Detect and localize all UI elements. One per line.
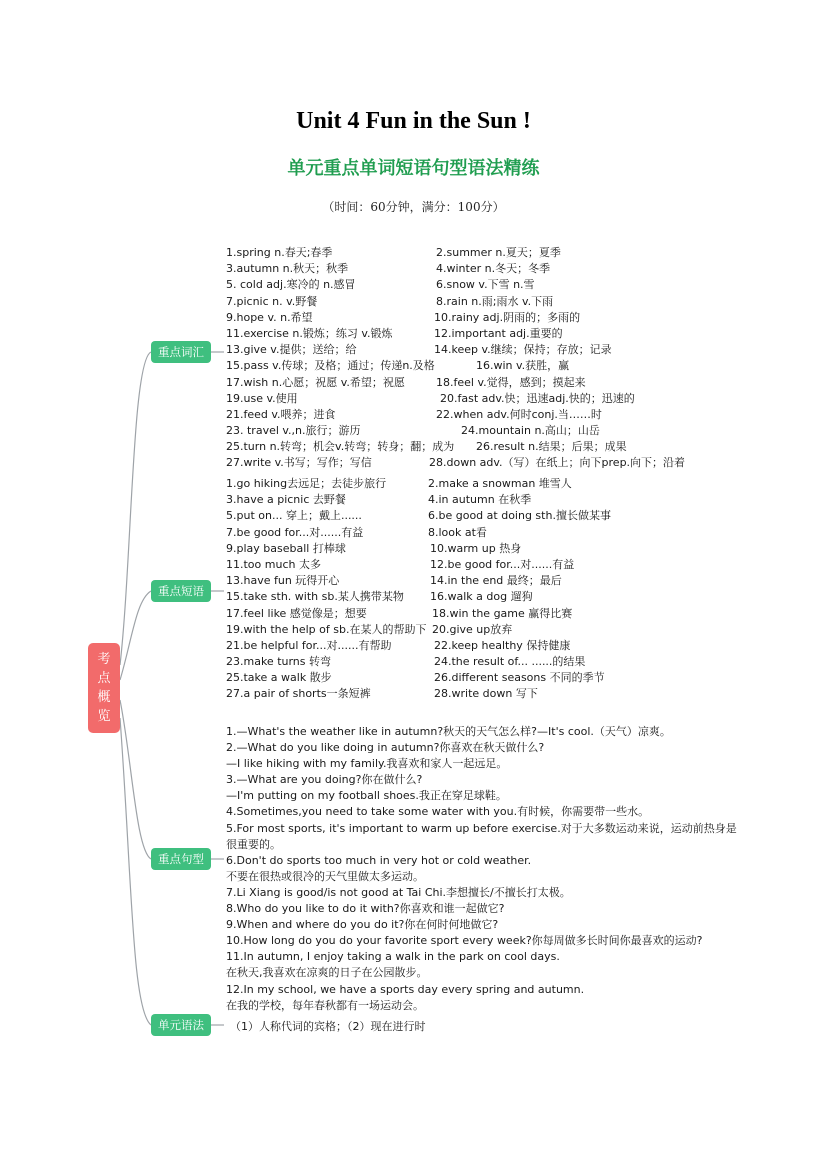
- list-item: 19.with the help of sb.在某人的帮助下: [226, 622, 427, 636]
- sentence-line: —I'm putting on my football shoes.我正在穿足球鞋。: [226, 789, 507, 803]
- list-item: 27.a pair of shorts一条短裤: [226, 687, 371, 701]
- list-item: 16.win v.获胜，赢: [476, 359, 570, 373]
- list-item: 19.use v.使用: [226, 391, 298, 405]
- sentence-line: 很重要的。: [226, 837, 281, 851]
- list-item: 12.be good for...对......有益: [430, 557, 575, 571]
- list-item: 13.give v.提供；送给；给: [226, 343, 357, 357]
- list-item: 18.feel v.觉得，感到；摸起来: [436, 375, 586, 389]
- list-item: 25.take a walk 散步: [226, 671, 332, 685]
- list-item: 24.mountain n.高山；山岳: [461, 424, 600, 438]
- document-subtitle: 单元重点单词短语句型语法精练: [287, 158, 540, 179]
- list-item: 10.warm up 热身: [430, 541, 522, 555]
- list-item: 2.summer n.夏天；夏季: [436, 246, 561, 259]
- list-item: 3.autumn n.秋天；秋季: [226, 262, 349, 276]
- list-item: 23. travel v.,n.旅行；游历: [226, 424, 361, 438]
- sentence-list: [226, 724, 737, 1014]
- list-item: 7.picnic n. v.野餐: [226, 294, 318, 308]
- list-item: 27.write v.书写；写作；写信: [226, 456, 372, 470]
- list-item: 9.hope v. n.希望: [226, 310, 313, 324]
- time-note: （时间：60分钟，满分：100分）: [322, 200, 505, 214]
- list-item: 20.fast adv.快；迅速adj.快的；迅速的: [440, 391, 635, 405]
- center-char: 点: [97, 671, 111, 686]
- list-item: 22.keep healthy 保持健康: [434, 638, 571, 652]
- list-item: 17.feel like 感觉像是；想要: [226, 606, 367, 620]
- list-item: 6.snow v.下雪 n.雪: [436, 278, 535, 292]
- list-item: 14.keep v.继续；保持；存放；记录: [434, 343, 612, 357]
- grammar-points: （1）人称代词的宾格；（2）现在进行时: [230, 1020, 426, 1033]
- list-item: 5.put on... 穿上；戴上......: [226, 509, 362, 523]
- sentence-line: 3.—What are you doing?你在做什么?: [226, 773, 423, 787]
- sentence-line: 4.Sometimes,you need to take some water with you.有时候，你需要带一些水。: [226, 805, 650, 819]
- sentence-line: 5.For most sports, it's important to warm up before exercise.对于大多数运动来说，运动前热身是: [226, 821, 737, 835]
- list-item: 8.rain n.雨;雨水 v.下雨: [436, 294, 554, 308]
- list-item: 21.be helpful for...对......有帮助: [226, 638, 392, 652]
- list-item: 1.spring n.春天;春季: [226, 246, 333, 259]
- center-char: 考: [97, 652, 111, 667]
- document-title: Unit 4 Fun in the Sun !: [296, 108, 531, 134]
- list-item: 10.rainy adj.阴雨的；多雨的: [434, 310, 581, 324]
- list-item: 24.the result of... ......的结果: [434, 655, 586, 669]
- list-item: 1.go hiking去远足；去徒步旅行: [226, 477, 387, 490]
- list-item: 3.have a picnic 去野餐: [226, 493, 346, 507]
- sentence-line: 在我的学校，每年春秋都有一场运动会。: [226, 998, 424, 1012]
- list-item: 4.winter n.冬天；冬季: [436, 262, 551, 276]
- sentence-line: 不要在很热或很冷的天气里做太多运动。: [226, 869, 424, 883]
- list-item: 4.in autumn 在秋季: [428, 493, 532, 507]
- sentence-line: 7.Li Xiang is good/is not good at Tai Chi.李想擅长/不擅长打太极。: [226, 885, 571, 899]
- list-item: 13.have fun 玩得开心: [226, 574, 340, 588]
- sentence-line: 8.Who do you like to do it with?你喜欢和谁一起做它?: [226, 902, 505, 916]
- branch-phrases: 重点短语: [151, 580, 211, 602]
- list-item: 26.different seasons 不同的季节: [434, 671, 605, 685]
- sentence-line: 在秋天,我喜欢在凉爽的日子在公园散步。: [226, 966, 428, 980]
- branch-grammar: 单元语法: [151, 1014, 211, 1036]
- list-item: 11.too much 太多: [226, 557, 321, 571]
- sentence-line: 1.—What's the weather like in autumn?秋天的天气怎么样?—It's cool.（天气）凉爽。: [226, 725, 671, 738]
- list-item: 6.be good at doing sth.擅长做某事: [428, 509, 611, 523]
- list-item: 22.when adv.何时conj.当……时: [436, 407, 602, 421]
- branch-sentences: 重点句型: [151, 848, 211, 870]
- list-item: 15.pass v.传球；及格；通过；传递n.及格: [226, 359, 435, 373]
- list-item: 21.feed v.喂养；进食: [226, 407, 336, 421]
- list-item: 28.write down 写下: [434, 687, 538, 701]
- sentence-line: 9.When and where do you do it?你在何时何地做它?: [226, 918, 499, 932]
- list-item: 16.walk a dog 遛狗: [430, 590, 533, 604]
- list-item: 20.give up放弃: [432, 622, 513, 636]
- sentence-line: 12.In my school, we have a sports day every spring and autumn.: [226, 982, 585, 996]
- list-item: 23.make turns 转弯: [226, 655, 332, 669]
- center-char: 览: [97, 709, 111, 724]
- sentence-line: 2.—What do you like doing in autumn?你喜欢在秋天做什么?: [226, 741, 545, 755]
- list-item: 5. cold adj.寒冷的 n.感冒: [226, 278, 356, 292]
- list-item: 15.take sth. with sb.某人携带某物: [226, 590, 404, 604]
- sentence-line: —I like hiking with my family.我喜欢和家人一起远足。: [226, 757, 508, 771]
- center-char: 概: [97, 690, 111, 705]
- list-item: 28.down adv.（写）在纸上；向下prep.向下；沿着: [429, 456, 686, 470]
- list-item: 17.wish n.心愿；祝愿 v.希望；祝愿: [226, 375, 405, 389]
- sentence-line: 6.Don't do sports too much in very hot or cold weather.: [226, 853, 532, 867]
- list-item: 18.win the game 赢得比赛: [432, 606, 573, 620]
- list-item: 2.make a snowman 堆雪人: [428, 477, 572, 490]
- list-item: 12.important adj.重要的: [434, 326, 563, 340]
- sentence-line: 10.How long do you do your favorite sport every week?你每周做多长时间你最喜欢的运动?: [226, 934, 703, 948]
- sentence-line: 11.In autumn, I enjoy taking a walk in the park on cool days.: [226, 950, 560, 964]
- list-item: 7.be good for...对......有益: [226, 525, 364, 539]
- list-item: 26.result n.结果；后果；成果: [476, 440, 627, 454]
- branch-vocab: 重点词汇: [151, 341, 211, 363]
- list-item: 11.exercise n.锻炼；练习 v.锻炼: [226, 326, 393, 340]
- list-item: 9.play baseball 打棒球: [226, 541, 346, 555]
- mindmap-center-node: [88, 643, 120, 733]
- list-item: 25.turn n.转弯；机会v.转弯；转身；翻；成为: [226, 440, 455, 454]
- list-item: 8.look at看: [428, 525, 487, 539]
- list-item: 14.in the end 最终；最后: [430, 574, 562, 588]
